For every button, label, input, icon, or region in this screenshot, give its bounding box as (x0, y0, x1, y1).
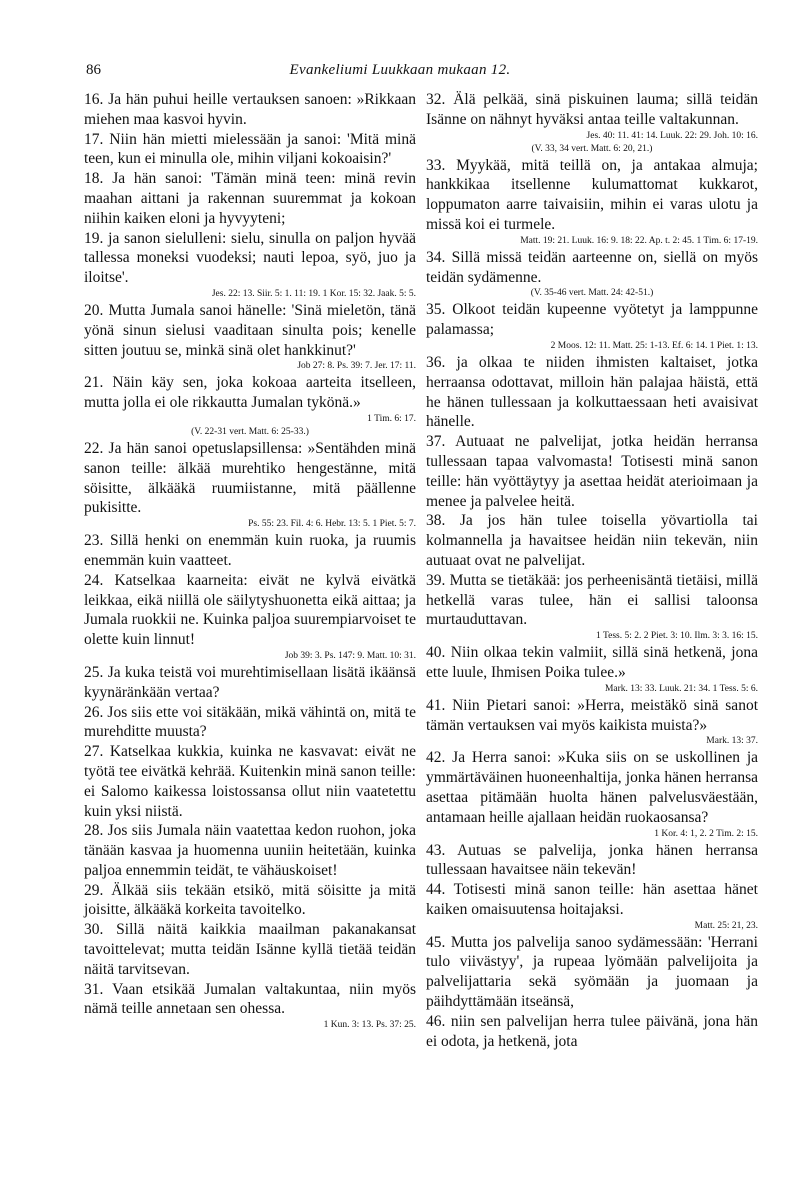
verse-text: 25. Ja kuka teistä voi murehtimisellaan lisätä ikäänsä kyynäränkään vertaa? (84, 663, 416, 701)
verse-text: 26. Jos siis ette voi sitäkään, mikä vähintä on, mitä te murehditte muusta? (84, 703, 416, 741)
left-column (84, 90, 416, 1032)
verse (426, 248, 758, 288)
verse-text: 33. Myykää, mitä teillä on, ja antakaa almuja; hankkikaa itsellenne kulumattomat kukkarot, loppumaton aarre taivaisiin, mihin ei varas ulotu ja missä koi ei turmele. (426, 156, 758, 233)
verse (84, 531, 416, 571)
cross-reference: Jes. 22: 13. Siir. 5: 1. 11: 19. 1 Kor. 15: 32. Jaak. 5: 5. (211, 288, 416, 299)
verse-text: 31. Vaan etsikää Jumalan valtakuntaa, niin myös nämä teille annetaan sen ohessa. (84, 980, 416, 1018)
verse-text: 16. Ja hän puhui heille vertauksen sanoen: »Rikkaan miehen maa kasvoi hyvin. (84, 91, 416, 128)
verse (426, 90, 758, 130)
cross-reference: 2 Moos. 12: 11. Matt. 25: 1-13. Ef. 6: 14. 1 Piet. 1: 13. (550, 340, 758, 351)
verse-text: 18. Ja hän sanoi: 'Tämän minä teen: minä revin maahan aittani ja rakennan suuremmat ja kokoan niihin kaiken eloni ja hyvyyteni; (84, 170, 416, 227)
verse-text: 36. ja olkaa te niiden ihmisten kaltaiset, jotka herraansa odottavat, milloin hän palajaa häistä, että he hänen tullessaan ja kolkuttaessaan heti avaisivat hänelle. (426, 353, 758, 431)
verse (84, 90, 416, 130)
verse (426, 880, 758, 920)
verse-text: 34. Sillä missä teidän aarteenne on, siellä on myös teidän sydämenne. (426, 248, 758, 286)
verse (426, 156, 758, 235)
verse (426, 511, 758, 570)
verse-text: 42. Ja Herra sanoi: »Kuka siis on se uskollinen ja ymmärtäväinen huoneenhaltija, jonka hänen herransa asettaa pitämään huolta hänen palvelusväestään, antamaan heille ajallaan heidän ruokaosansa? (426, 749, 758, 826)
verse (426, 748, 758, 827)
verse-text: 37. Autuaat ne palvelijat, jotka heidän herransa tullessaan tapaa valvomasta! Totisesti minä sanon teille: hän vyöttäytyy ja asettaa heidät aterioimaan ja menee ja palvelee heitä. (426, 433, 758, 510)
parallel-reference: (V. 35-46 vert. Matt. 24: 42-51.) (530, 288, 654, 299)
verse-text: 40. Niin olkaa tekin valmiit, sillä sinä hetkenä, jona ette luule, Ihmisen Poika tulee.» (426, 644, 758, 681)
parallel-reference: (V. 33, 34 vert. Matt. 6: 20, 21.) (531, 143, 653, 154)
cross-reference: Ps. 55: 23. Fil. 4: 6. Hebr. 13: 5. 1 Piet. 5: 7. (248, 519, 416, 530)
verse-text: 41. Niin Pietari sanoi: »Herra, meistäkö sinä sanot tämän vertauksen vai myös kaikista muista?» (426, 696, 758, 734)
verse (426, 841, 758, 881)
verse-text: 44. Totisesti minä sanon teille: hän asettaa hänet kaiken omaisuutensa hoitajaksi. (426, 881, 758, 918)
verse (84, 229, 416, 288)
cross-reference: Mark. 13: 33. Luuk. 21: 34. 1 Tess. 5: 6. (604, 683, 758, 694)
cross-reference: 1 Kun. 3: 13. Ps. 37: 25. (323, 1020, 416, 1031)
verse (84, 980, 416, 1020)
cross-reference: Job 39: 3. Ps. 147: 9. Matt. 10: 31. (284, 650, 416, 661)
verse-text: 29. Älkää siis tekään etsikö, mitä söisitte ja mitä joisitte, älkääkä korkeita tavoitelko. (84, 881, 416, 919)
verse (426, 571, 758, 630)
verse-text: 27. Katselkaa kukkia, kuinka ne kasvavat: eivät ne työtä tee eivätkä kehrää. Kuitenkin minä sanon teille: ei Salomo kaikessa loistossansa ollut niin vaatetettu kuin yksi niistä. (84, 743, 416, 820)
verse (84, 742, 416, 821)
cross-reference: 1 Kor. 4: 1, 2. 2 Tim. 2: 15. (654, 828, 758, 839)
verse (426, 353, 758, 432)
verse (84, 571, 416, 650)
verse-text: 19. ja sanon sielulleni: sielu, sinulla on paljon hyvää tallessa moneksi vuodeksi; nauti lepoa, syö, juo ja iloitse'. (84, 229, 416, 287)
page-number: 86 (86, 62, 101, 78)
cross-reference: Job 27: 8. Ps. 39: 7. Jer. 17: 11. (297, 361, 416, 372)
verse-text: 24. Katselkaa kaarneita: eivät ne kylvä eivätkä leikkaa, eikä niillä ole säilytyshuonetta eikä aittaa; ja Jumala ruokkii ne. Kuinka paljoa suurempiarvoiset te olette kuin linnut! (84, 571, 416, 649)
verse (84, 301, 416, 360)
verse (426, 432, 758, 511)
right-column (426, 90, 758, 1051)
verse-text: 45. Mutta jos palvelija sanoo sydämessään: 'Herrani tulo viivästyy', ja rupeaa lyömään palvelijoita ja palvelijattaria sekä syömään ja juomaan ja päihdyttämään itseänsä, (426, 933, 758, 1011)
verse-text: 17. Niin hän mietti mielessään ja sanoi: 'Mitä minä teen, kun ei minulla ole, mihin viljani kokoaisin?' (84, 130, 416, 168)
verse-text: 30. Sillä näitä kaikkia maailman pakanakansat tavoittelevat; mutta teidän Isänne kyllä tietää teidän näitä tarvitsevan. (84, 921, 416, 978)
cross-reference: Mark. 13: 37. (706, 736, 758, 747)
verse-text: 21. Näin käy sen, joka kokoaa aarteita itselleen, mutta jolla ei ole rikkautta Jumalan tykönä.» (84, 374, 416, 412)
verse-text: 43. Autuas se palvelija, jonka hänen herransa tullessaan havaitsee näin tekevän! (426, 841, 758, 879)
verse (84, 439, 416, 518)
verse (84, 373, 416, 413)
verse (84, 881, 416, 921)
cross-reference: 1 Tim. 6: 17. (367, 413, 416, 424)
verse (426, 300, 758, 340)
running-title: Evankeliumi Luukkaan mukaan 12. (289, 62, 511, 78)
verse (84, 169, 416, 228)
verse (84, 821, 416, 880)
verse-text: 38. Ja jos hän tulee toisella yövartiolla tai kolmannella ja havaitsee heidän niin tekevän, niin autuaat ovat ne palvelijat. (426, 512, 758, 569)
parallel-reference: (V. 22-31 vert. Matt. 6: 25-33.) (191, 426, 309, 437)
verse-text: 39. Mutta se tietäkää: jos perheenisäntä tietäisi, millä hetkellä varas tulee, hän ei sallisi taloonsa murtauduttavan. (426, 571, 758, 629)
verse (84, 130, 416, 170)
verse (426, 643, 758, 683)
cross-reference: Jes. 40: 11. 41: 14. Luuk. 22: 29. Joh. 10: 16. (586, 130, 758, 141)
cross-reference: 1 Tess. 5: 2. 2 Piet. 3: 10. Ilm. 3: 3. 16: 15. (596, 631, 758, 642)
verse (84, 663, 416, 703)
verse-text: 28. Jos siis Jumala näin vaatettaa kedon ruohon, joka tänään kasvaa ja huomenna uuniin heitetään, kuinka paljoa ennemmin teidät, te vähäuskoiset! (84, 822, 416, 879)
verse-text: 46. niin sen palvelijan herra tulee päivänä, jona hän ei odota, ja hetkenä, jota (426, 1012, 758, 1050)
verse-text: 20. Mutta Jumala sanoi hänelle: 'Sinä mieletön, tänä yönä sinun sielusi vaaditaan sinulta pois; kenelle sitten joutuu se, minkä sinä olet hankkinut?' (84, 301, 416, 359)
verse-text: 22. Ja hän sanoi opetuslapsillensa: »Sentähden minä sanon teille: älkää murehtiko hengestänne, mitä söisitte, älkääkä ruumiistanne, mitä päällenne pukisitte. (84, 439, 416, 517)
cross-reference: Matt. 25: 21, 23. (694, 920, 758, 931)
verse-text: 35. Olkoot teidän kupeenne vyötetyt ja lamppunne palamassa; (426, 301, 758, 339)
verse (426, 696, 758, 736)
verse-text: 32. Älä pelkää, sinä piskuinen lauma; sillä teidän Isänne on nähnyt hyväksi antaa teille valtakunnan. (426, 91, 758, 128)
verse (426, 1012, 758, 1052)
verse-text: 23. Sillä henki on enemmän kuin ruoka, ja ruumis enemmän kuin vaatteet. (84, 532, 416, 569)
verse (84, 920, 416, 979)
verse (426, 933, 758, 1012)
verse (84, 703, 416, 743)
cross-reference: Matt. 19: 21. Luuk. 16: 9. 18: 22. Ap. t. 2: 45. 1 Tim. 6: 17-19. (520, 235, 758, 246)
